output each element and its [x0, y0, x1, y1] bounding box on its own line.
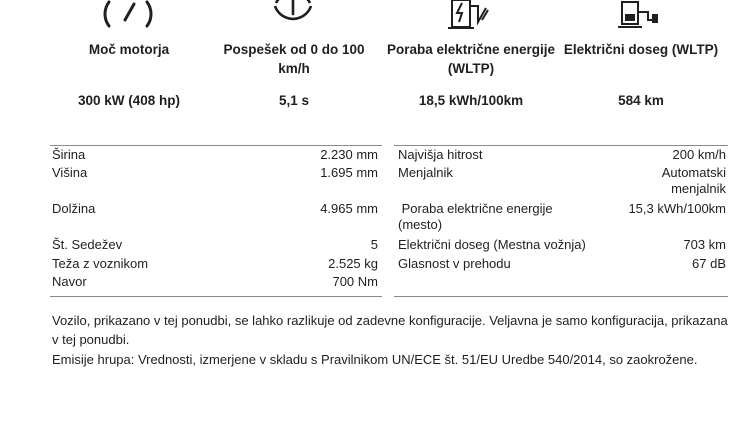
stat-label-power: Moč motorja	[88, 42, 170, 57]
spec-label-transmission: Menjalnik	[398, 165, 453, 180]
stat-value-power: 300 kW (408 hp)	[77, 93, 181, 108]
battery-range-icon	[612, 0, 672, 32]
stat-label-range: Električni doseg (WLTP)	[563, 42, 719, 57]
stopwatch-icon	[263, 0, 323, 32]
spec-value-city-range: 703 km	[683, 237, 726, 252]
spec-label-seats: Št. Sedežev	[52, 237, 123, 252]
table-rule	[50, 145, 382, 146]
disclaimer-configuration: Vozilo, prikazano v tej ponudbi, se lahko razlikuje od zadevne konfiguracije. Veljavna je samo konfiguracija, prikazana v tej ponudbi.	[52, 313, 728, 347]
disclaimer-noise-emissions: Emisije hrupa: Vrednosti, izmerjene v skladu s Pravilnikom UN/ECE št. 51/EU Uredbe 540/2014, so zaokrožene.	[52, 352, 698, 367]
table-rule	[50, 296, 382, 297]
table-rule	[394, 145, 728, 146]
spec-label-width: Širina	[52, 147, 86, 162]
spec-value-top-speed: 200 km/h	[672, 147, 726, 162]
spec-value-torque: 700 Nm	[332, 274, 378, 289]
spec-value-height: 1.695 mm	[320, 165, 378, 180]
spec-value-length: 4.965 mm	[320, 201, 378, 216]
spec-label-weight: Teža z voznikom	[52, 256, 149, 271]
spec-label-noise: Glasnost v prehodu	[398, 256, 511, 271]
stat-value-consumption: 18,5 kWh/100km	[418, 93, 524, 108]
stat-label-consumption: Poraba električne energije (WLTP)	[386, 42, 556, 76]
speedometer-icon	[98, 0, 158, 32]
spec-label-length: Dolžina	[52, 201, 96, 216]
spec-label-top-speed: Najvišja hitrost	[398, 147, 483, 162]
spec-label-city-consumption: Poraba električne energije (mesto)	[398, 201, 557, 232]
stat-value-acceleration: 5,1 s	[278, 93, 310, 108]
charging-station-icon	[440, 0, 500, 32]
spec-value-city-consumption: 15,3 kWh/100km	[628, 201, 726, 216]
spec-value-noise: 67 dB	[692, 256, 726, 271]
spec-value-weight: 2.525 kg	[328, 256, 378, 271]
stat-value-range: 584 km	[618, 93, 664, 108]
spec-label-city-range: Električni doseg (Mestna vožnja)	[398, 237, 586, 252]
spec-value-width: 2.230 mm	[320, 147, 378, 162]
spec-value-seats: 5	[370, 237, 378, 252]
spec-label-height: Višina	[52, 165, 88, 180]
table-rule	[394, 296, 728, 297]
spec-label-torque: Navor	[52, 274, 87, 289]
stat-label-acceleration: Pospešek od 0 do 100 km/h	[223, 42, 365, 76]
spec-value-transmission: Automatski menjalnik	[661, 165, 726, 196]
